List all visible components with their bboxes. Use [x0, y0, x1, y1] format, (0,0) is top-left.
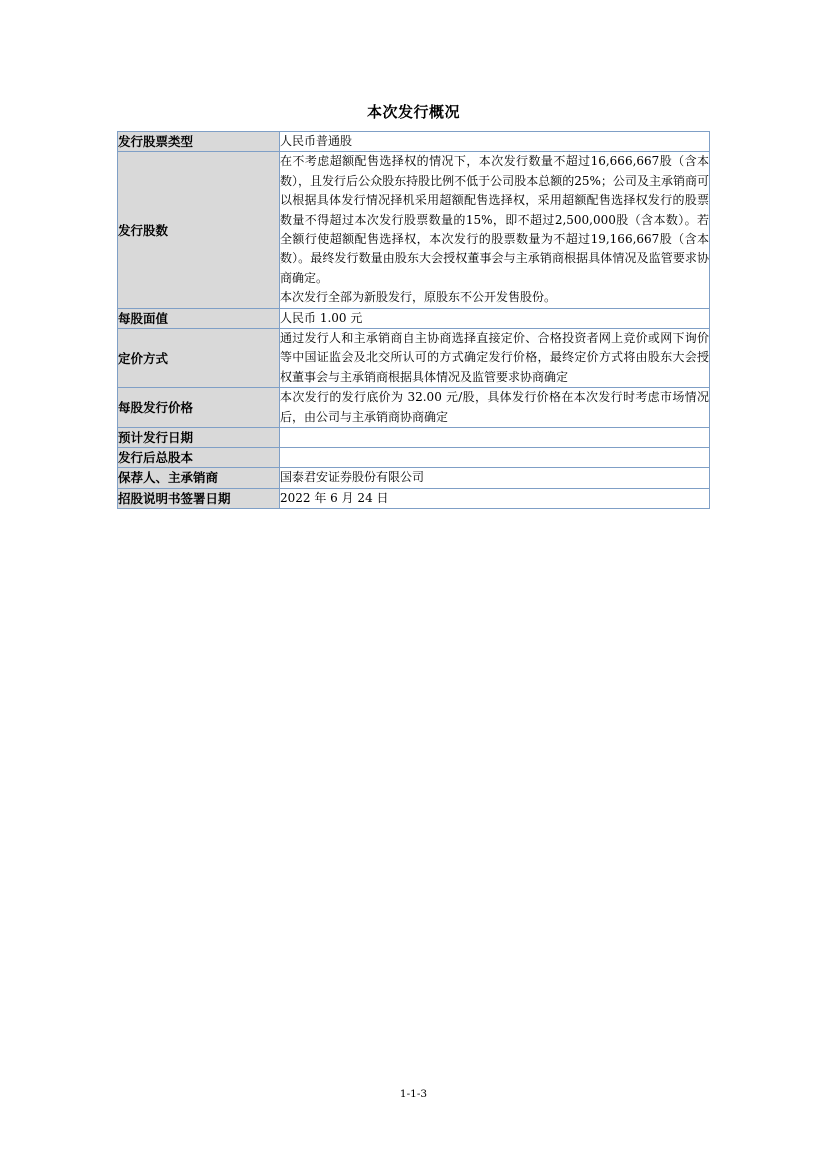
overview-table — [117, 131, 710, 509]
row-label-signing-date: 招股说明书签署日期 — [118, 488, 280, 508]
row-label-share-count: 发行股数 — [118, 152, 280, 308]
table-row — [118, 388, 710, 428]
value-text: 本次发行的发行底价为 32.00 元/股，具体发行价格在本次发行时考虑市场情况后，由公司与主承销商协商确定 — [280, 390, 709, 424]
row-label-issue-price: 每股发行价格 — [118, 388, 280, 428]
table-row — [118, 468, 710, 488]
table-row — [118, 329, 710, 388]
table-row — [118, 488, 710, 508]
table-row — [118, 132, 710, 152]
value-text: 本次发行全部为新股发行，原股东不公开发售股份。 — [280, 290, 557, 305]
table-row — [118, 308, 710, 328]
value-text: 国泰君安证券股份有限公司 — [280, 470, 425, 485]
value-text: 2022 年 6 月 24 日 — [280, 490, 389, 505]
value-text: 通过发行人和主承销商自主协商选择直接定价、合格投资者网上竞价或网下询价等中国证监会及北交所认可的方式确定发行价格，最终定价方式将由股东大会授权董事会与主承销商根据具体情况及监管要求协商确定 — [280, 331, 709, 384]
row-label-stock-type: 发行股票类型 — [118, 132, 280, 152]
row-value-issue-price — [280, 388, 710, 428]
value-text: 人民币普通股 — [280, 134, 353, 148]
row-value-total-shares — [280, 448, 710, 468]
table-row — [118, 428, 710, 448]
row-value-issue-date — [280, 428, 710, 448]
table-row — [118, 152, 710, 308]
row-label-sponsor: 保荐人、主承销商 — [118, 468, 280, 488]
row-label-total-shares: 发行后总股本 — [118, 448, 280, 468]
value-text: 在不考虑超额配售选择权的情况下，本次发行数量不超过16,666,667股（含本数），且发行后公众股东持股比例不低于公司股本总额的25%；公司及主承销商可以根据具体发行情况择机采用超额配售选择权，采用超额配售选择权发行的股票数量不得超过本次发行股票数量的15%，即不超过2,500,000股（含本数）。若全额行使超额配售选择权，本次发行的股票数量为不超过19,166,667股（含本数）。最终发行数量由股东大会授权董事会与主承销商根据具体情况及监管要求协商确定。 — [280, 154, 709, 285]
row-value-signing-date — [280, 488, 710, 508]
row-value-par-value — [280, 308, 710, 328]
page-title: 本次发行概况 — [366, 103, 460, 121]
row-label-pricing-method: 定价方式 — [118, 329, 280, 388]
row-value-sponsor — [280, 468, 710, 488]
row-value-stock-type — [280, 132, 710, 152]
page-number: 1-1-3 — [399, 1088, 428, 1100]
row-label-issue-date: 预计发行日期 — [118, 428, 280, 448]
row-label-par-value: 每股面值 — [118, 308, 280, 328]
row-value-share-count — [280, 152, 710, 308]
table-row — [118, 448, 710, 468]
row-value-pricing-method — [280, 329, 710, 388]
value-text: 人民币 1.00 元 — [280, 310, 363, 325]
